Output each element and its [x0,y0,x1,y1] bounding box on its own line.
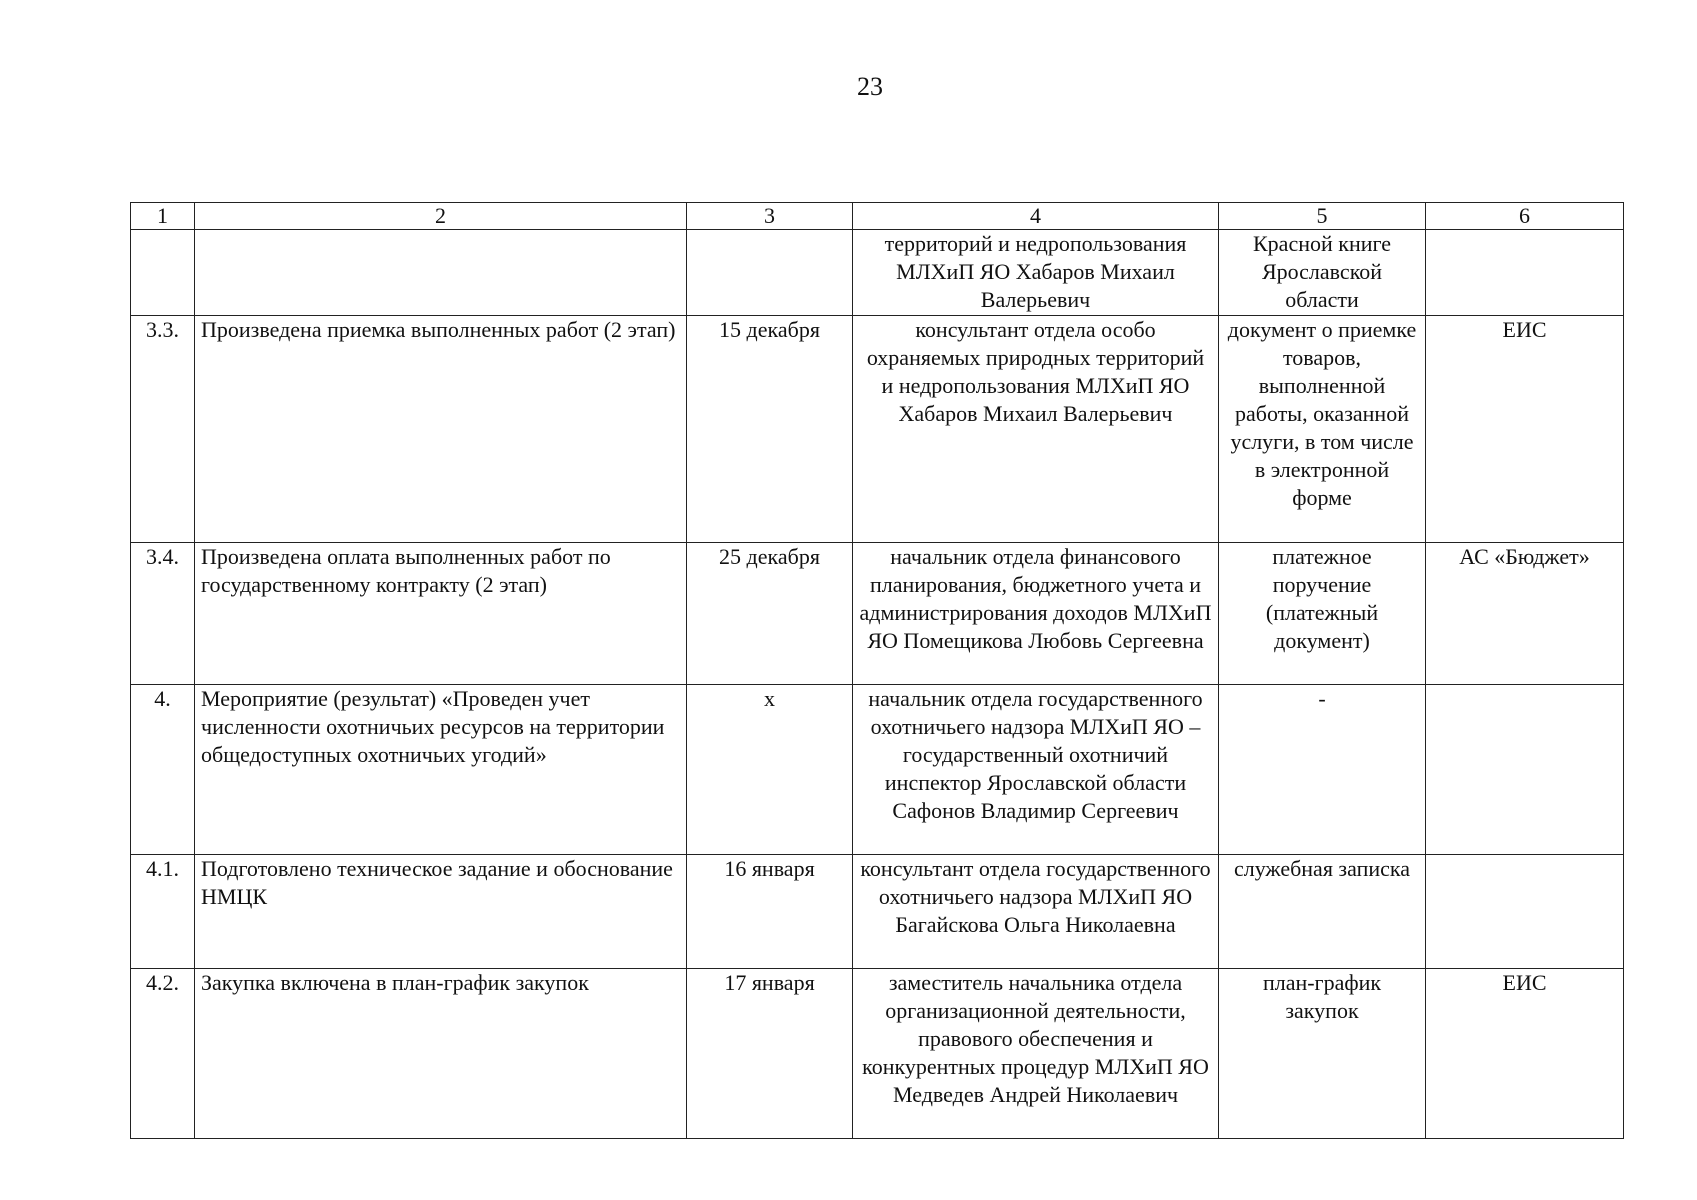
plan-table [130,202,1624,1139]
column-header-3: 3 [687,203,853,230]
responsible-person: начальник отдела финансового планирования, бюджетного учета и администрирования доходов МЛХиП ЯО Помещикова Любовь Сергеевна [853,543,1219,685]
activity-name: Произведена оплата выполненных работ по государственному контракту (2 этап) [195,543,687,685]
column-header-1: 1 [131,203,195,230]
row-number: 4.2. [131,969,195,1139]
information-system [1426,685,1624,855]
column-header-5: 5 [1219,203,1426,230]
activity-name: Мероприятие (результат) «Проведен учет численности охотничьих ресурсов на территории общедоступных охотничьих угодий» [195,685,687,855]
deadline-date: 25 декабря [687,543,853,685]
confirming-document: Красной книге Ярославской области [1219,230,1426,316]
confirming-document: служебная записка [1219,855,1426,969]
column-header-2: 2 [195,203,687,230]
table-row [131,230,1624,316]
header-row [131,203,1624,230]
table-row [131,685,1624,855]
confirming-document: план-график закупок [1219,969,1426,1139]
information-system: ЕИС [1426,316,1624,543]
deadline-date: 15 декабря [687,316,853,543]
table-row [131,316,1624,543]
column-header-6: 6 [1426,203,1624,230]
information-system [1426,855,1624,969]
confirming-document: документ о приемке товаров, выполненной работы, оказанной услуги, в том числе в электронной форме [1219,316,1426,543]
row-number [131,230,195,316]
table-row [131,543,1624,685]
table-row [131,969,1624,1139]
activity-name: Закупка включена в план-график закупок [195,969,687,1139]
deadline-date: х [687,685,853,855]
responsible-person: заместитель начальника отдела организационной деятельности, правового обеспечения и конкурентных процедур МЛХиП ЯО Медведев Андрей Николаевич [853,969,1219,1139]
column-header-4: 4 [853,203,1219,230]
responsible-person: начальник отдела государственного охотничьего надзора МЛХиП ЯО – государственный охотничий инспектор Ярославской области Сафонов Владимир Сергеевич [853,685,1219,855]
page-number: 23 [857,72,883,101]
row-number: 3.4. [131,543,195,685]
responsible-person: консультант отдела государственного охотничьего надзора МЛХиП ЯО Багайскова Ольга Николаевна [853,855,1219,969]
information-system: ЕИС [1426,969,1624,1139]
row-number: 4. [131,685,195,855]
table-row [131,855,1624,969]
activity-name [195,230,687,316]
activity-name: Подготовлено техническое задание и обоснование НМЦК [195,855,687,969]
row-number: 3.3. [131,316,195,543]
information-system: АС «Бюджет» [1426,543,1624,685]
information-system [1426,230,1624,316]
deadline-date: 16 января [687,855,853,969]
confirming-document: платежное поручение (платежный документ) [1219,543,1426,685]
responsible-person: консультант отдела особо охраняемых природных территорий и недропользования МЛХиП ЯО Хабаров Михаил Валерьевич [853,316,1219,543]
responsible-person: территорий и недропользования МЛХиП ЯО Хабаров Михаил Валерьевич [853,230,1219,316]
deadline-date [687,230,853,316]
row-number: 4.1. [131,855,195,969]
confirming-document: - [1219,685,1426,855]
activity-name: Произведена приемка выполненных работ (2 этап) [195,316,687,543]
deadline-date: 17 января [687,969,853,1139]
